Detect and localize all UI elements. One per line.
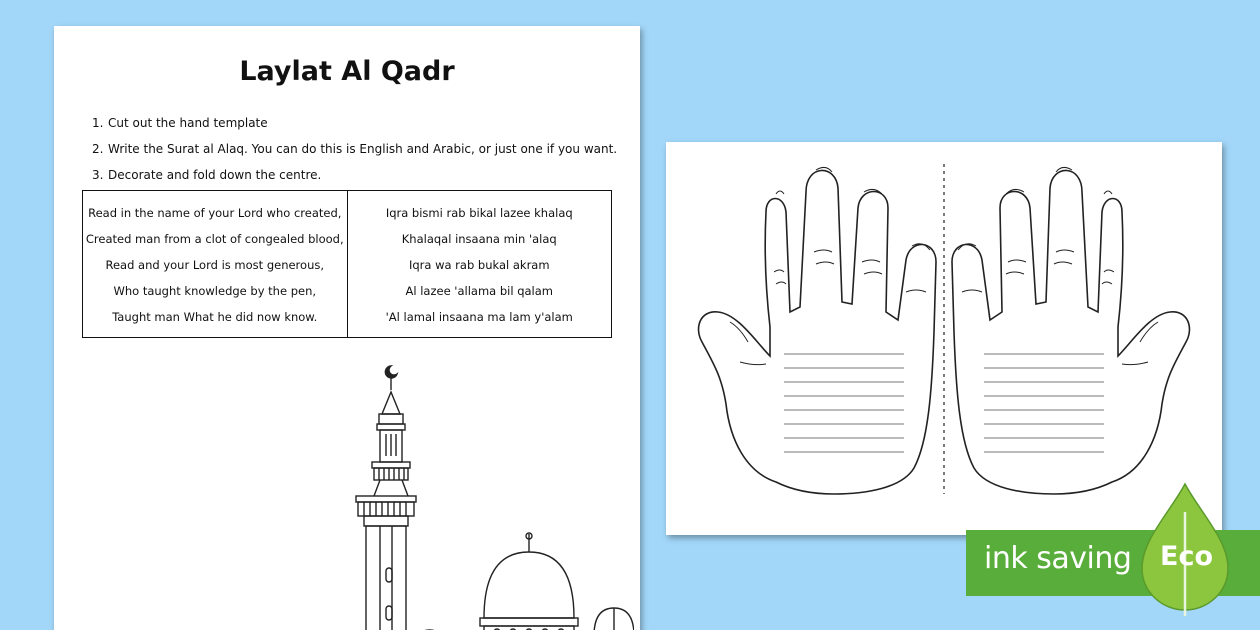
poem-line: Read and your Lord is most generous, bbox=[105, 258, 324, 272]
eco-label: Eco bbox=[1160, 541, 1213, 572]
instructions-list bbox=[92, 110, 617, 188]
mosque-illustration bbox=[334, 356, 634, 630]
hand-template-page bbox=[666, 142, 1222, 535]
page-title: Laylat Al Qadr bbox=[239, 56, 455, 87]
poem-line: 'Al lamal insaana ma lam y'alam bbox=[385, 310, 573, 324]
right-hand-outline bbox=[952, 167, 1189, 494]
instruction-step: 2. Write the Surat al Alaq. You can do this is English and Arabic, or just one if you want. bbox=[92, 142, 618, 156]
left-hand-outline bbox=[699, 167, 936, 494]
ink-saving-label: ink saving bbox=[984, 541, 1132, 576]
poem-line: Created man from a clot of congealed blood, bbox=[85, 232, 344, 246]
instruction-step: 3. Decorate and fold down the centre. bbox=[92, 168, 322, 182]
poem-line: Iqra bismi rab bikal lazee khalaq bbox=[385, 206, 573, 220]
poem-line: Al lazee 'allama bil qalam bbox=[405, 284, 553, 298]
poem-line: Who taught knowledge by the pen, bbox=[113, 284, 317, 298]
poem-line: Read in the name of your Lord who created, bbox=[88, 206, 342, 220]
instruction-step: 1. Cut out the hand template bbox=[92, 116, 268, 130]
english-column bbox=[83, 191, 347, 337]
hand-template-illustration bbox=[666, 142, 1222, 535]
surah-table bbox=[82, 190, 612, 338]
worksheet-page bbox=[54, 26, 640, 630]
poem-line: Iqra wa rab bukal akram bbox=[408, 258, 550, 272]
poem-line: Taught man What he did now know. bbox=[112, 310, 318, 324]
transliteration-column bbox=[347, 191, 612, 337]
poem-line: Khalaqal insaana min 'alaq bbox=[401, 232, 557, 246]
